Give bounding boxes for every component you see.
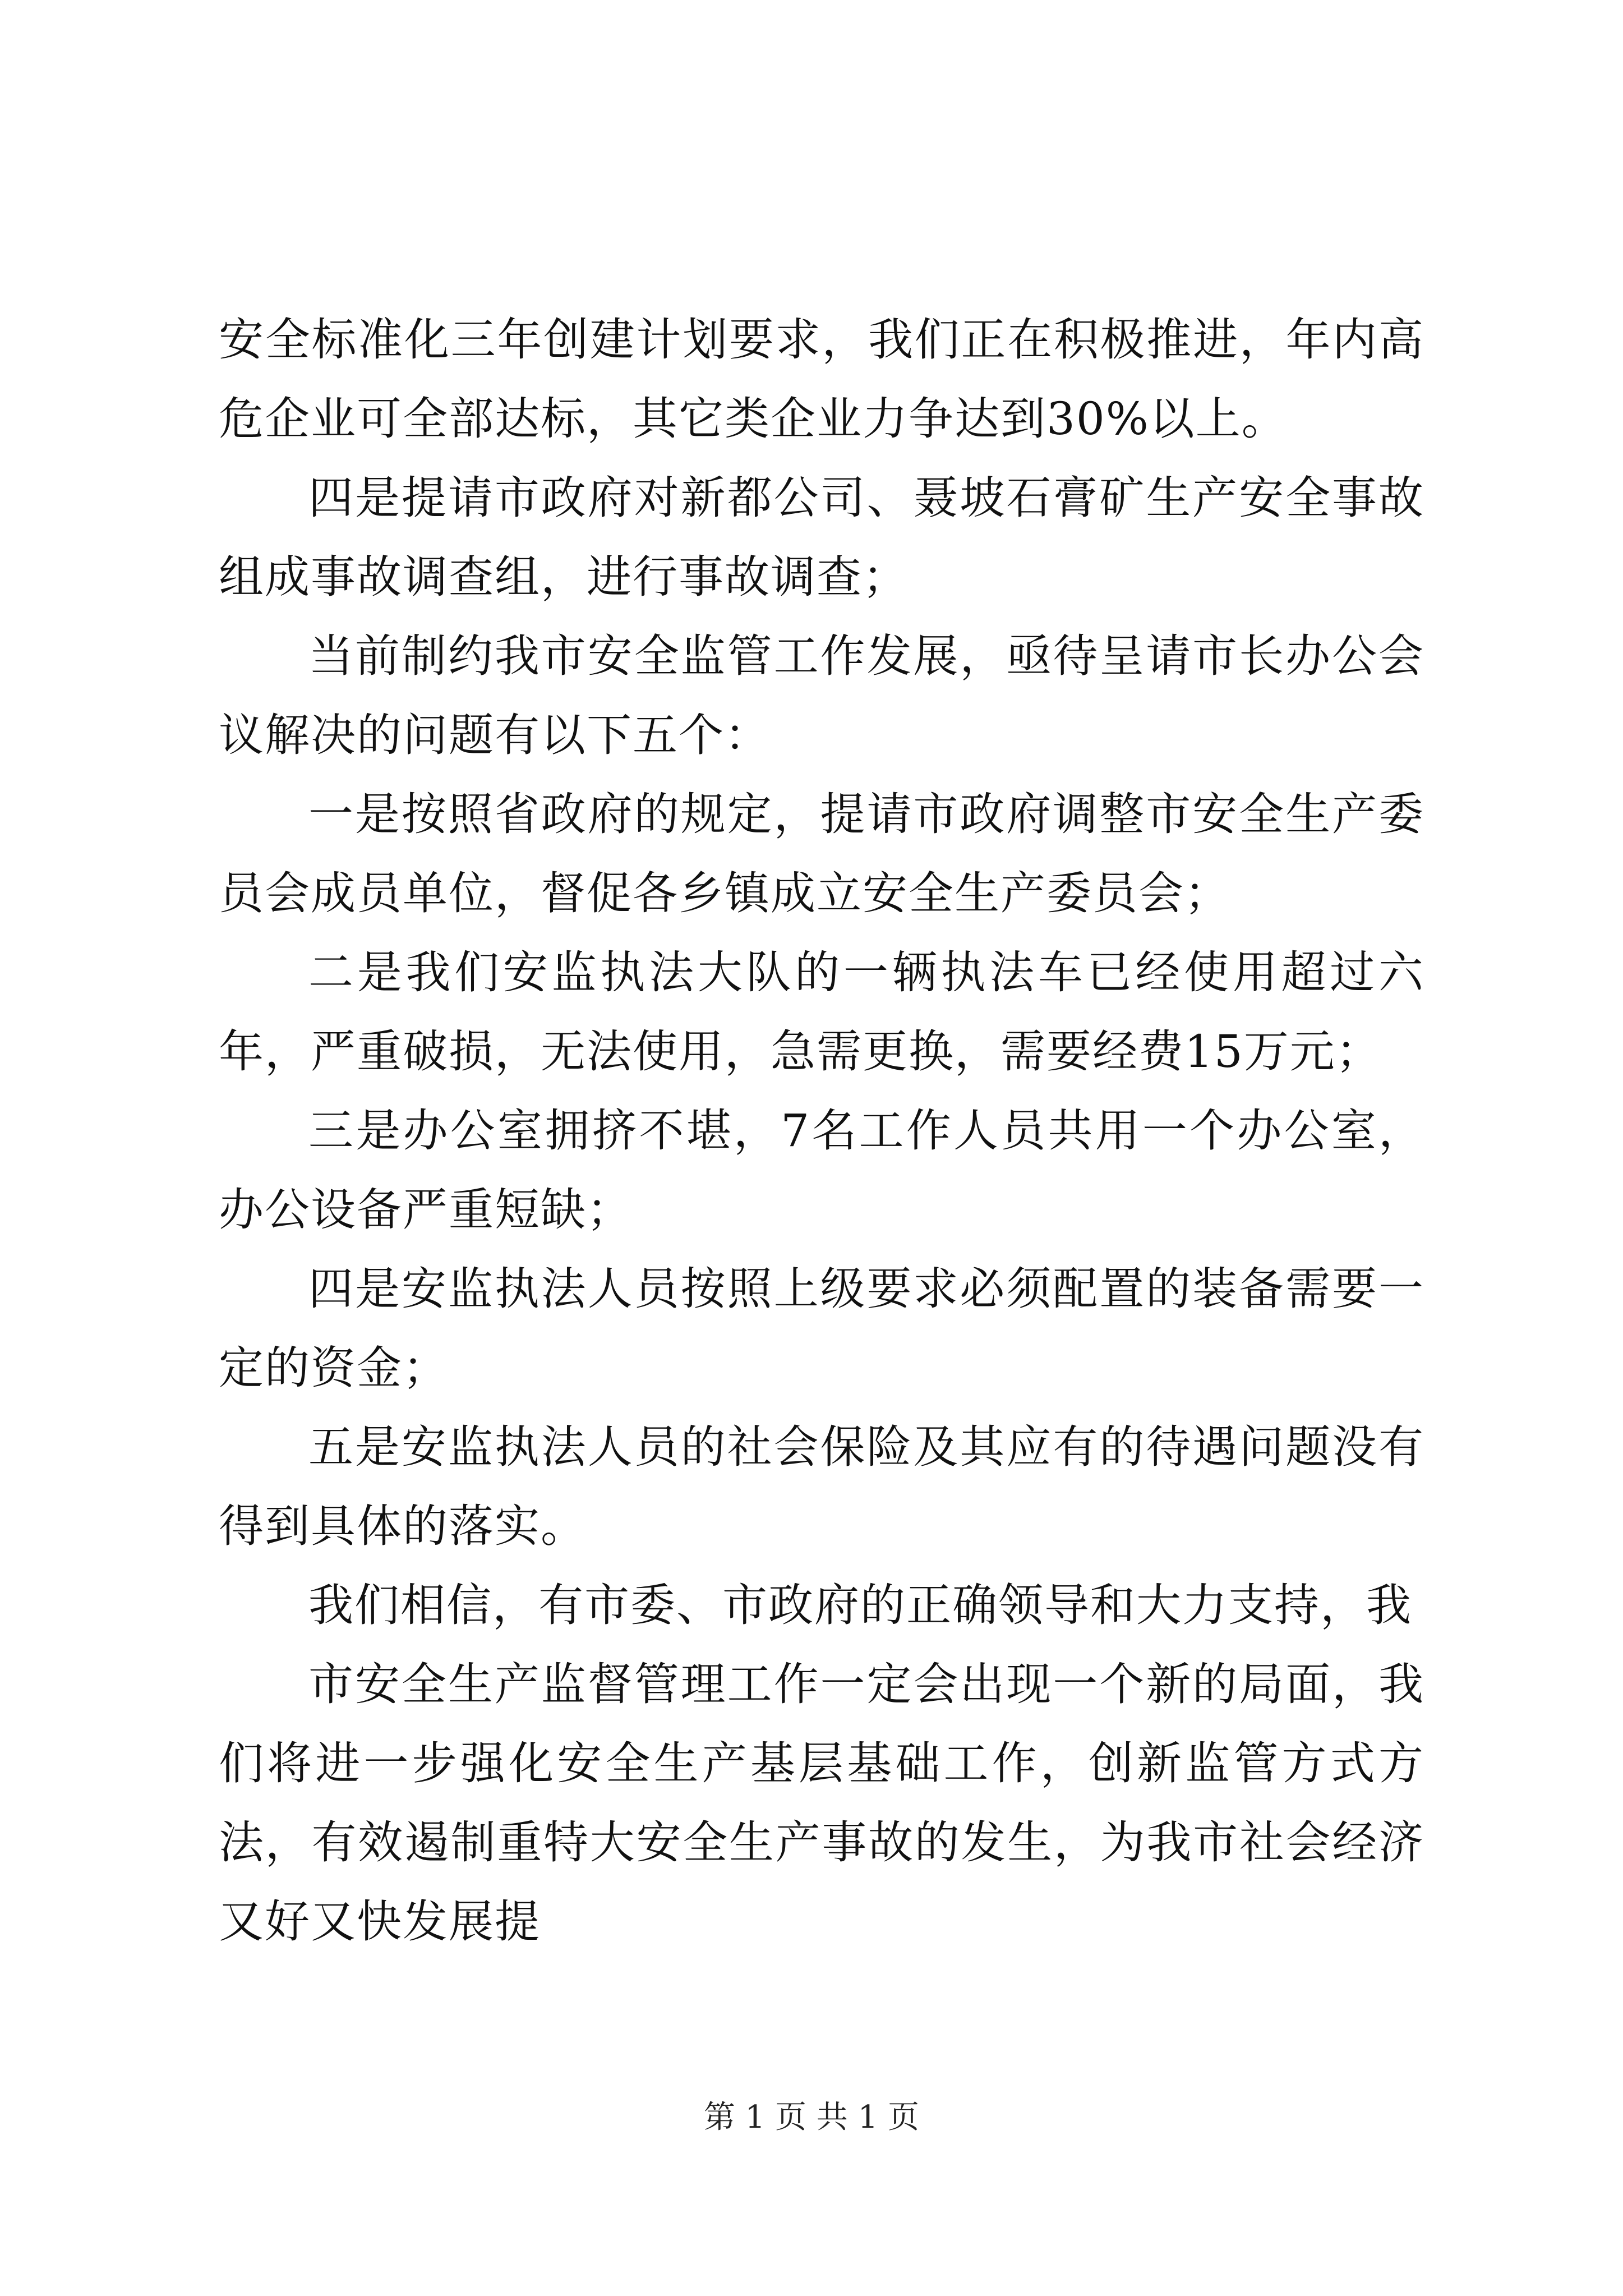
- page-number-label: 第 1 页 共 1 页: [703, 2099, 920, 2136]
- paragraph-10: 市安全生产监督管理工作一定会出现一个新的局面，我们将进一步强化安全生产基层基础工作，创新监管方式方法，有效遏制重特大安全生产事故的发生，为我市社会经济又好又快发展提: [219, 1658, 1424, 1948]
- paragraph-7: 四是安监执法人员按照上级要求必须配置的装备需要一定的资金；: [219, 1263, 1424, 1394]
- paragraph-1: 安全标准化三年创建计划要求，我们正在积极推进，年内高危企业可全部达标，其它类企业力争达到30%以上。: [219, 314, 1424, 445]
- paragraph-8: 五是安监执法人员的社会保险及其应有的待遇问题没有得到具体的落实。: [219, 1421, 1424, 1552]
- paragraph-6: 三是办公室拥挤不堪，7名工作人员共用一个办公室，办公设备严重短缺；: [219, 1105, 1424, 1236]
- paragraph-3: 当前制约我市安全监管工作发展，亟待呈请市长办公会议解决的问题有以下五个：: [219, 630, 1424, 761]
- paragraph-4: 一是按照省政府的规定，提请市政府调整市安全生产委员会成员单位，督促各乡镇成立安全生产委员会；: [219, 788, 1424, 919]
- paragraph-5: 二是我们安监执法大队的一辆执法车已经使用超过六年，严重破损，无法使用，急需更换，需要经费15万元；: [219, 946, 1424, 1078]
- page-footer: [0, 2095, 1623, 2140]
- document-body: [219, 300, 1424, 1961]
- paragraph-2: 四是提请市政府对新都公司、聂坡石膏矿生产安全事故组成事故调查组，进行事故调查；: [219, 472, 1424, 603]
- paragraph-9: 我们相信，有市委、市政府的正确领导和大力支持，我: [308, 1579, 1412, 1631]
